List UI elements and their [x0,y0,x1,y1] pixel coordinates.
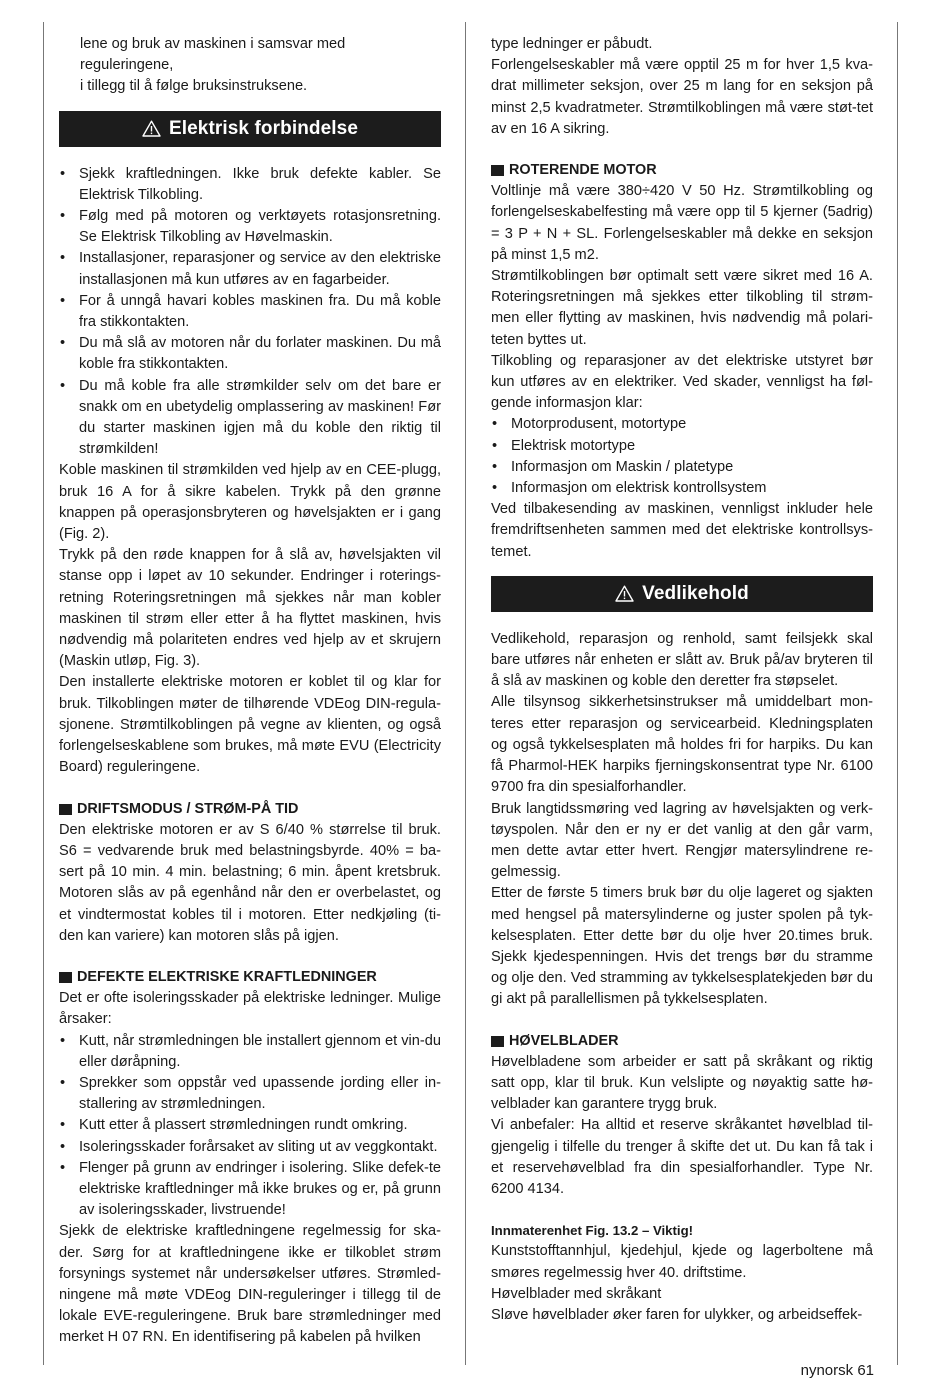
vedlikehold-title: Vedlikehold [642,583,749,605]
paragraph: Koble maskinen til strømkilden ved hjelp av en CEE-plugg, bruk 16 A for å sikre kabelen. Trykk på den grønne knappen på operasjonsbryteren og høvelsjakten er i gang (Fig. 2). [59,462,441,543]
list-item: • Kutt, når strømledningen ble installert gjennom et vin-du eller døråpning. [59,1031,441,1073]
paragraph: Forlengelseskabler må være opptil 25 m for hver 1,5 kva-drat millimeter seksjon, over 25 m lang for en seksjon på minst 2,5 kvadratmeter. Strømtilkoblingen må være støt-tet av en 16 A sikring. [491,57,873,137]
list-item: • Du må slå av motoren når du forlater maskinen. Du må koble fra stikkontakten. [59,333,441,375]
list-item: • Kutt etter å plassert strømledningen rundt omkring. [59,1115,441,1136]
paragraph: Sløve høvelblader øker faren for ulykker, og arbeidseffek- [491,1306,863,1323]
paragraph: Det er ofte isoleringsskader på elektriske ledninger. Mulige årsaker: [59,990,441,1028]
motor-bullet-list [491,414,873,499]
paragraph: Kunststofftannhjul, kjedehjul, kjede og lagerboltene må smøres regelmessig hver 40. driftstime. [491,1243,873,1281]
paragraph: Høvelblader med skråkant [491,1285,662,1302]
motor-title: ROTERENDE MOTOR [509,162,657,179]
elektrisk-bullet-list [59,164,441,461]
hovel-heading [491,1031,873,1052]
list-item: • Sprekker som oppstår ved upassende jording eller in-stallering av strømledningen. [59,1073,441,1115]
list-item: • Følg med på motoren og verktøyets rotasjonsretning. Se Elektrisk Tilkobling av Høvelmaskin. [59,206,441,248]
list-item: • Sjekk kraftledningen. Ikke bruk defekte kabler. Se Elektrisk Tilkobling. [59,164,441,206]
column-divider-left [43,22,44,1365]
black-square-icon [491,165,504,176]
paragraph: Strømtilkoblingen bør optimalt sett være sikret med 16 A. Roteringsretningen må sjekkes etter tilkobling til strøm-men eller flytting av maskinen, hvis nødvendig må polari-teten byttes ut. [491,268,873,348]
right-column [491,34,873,1326]
elektrisk-banner [59,111,441,147]
defekte-heading [59,967,441,988]
defekte-title: DEFEKTE ELEKTRISKE KRAFTLEDNINGER [77,968,377,985]
list-item: • Informasjon om Maskin / platetype [491,457,873,478]
paragraph: Vedlikehold, reparasjon og renhold, samt feilsjekk skal bare utføres når enheten er slått av. Bruk på/av bryteren til å slå av maskinen og koble den deretter fra støpselet. [491,630,873,690]
intro-text [59,34,441,98]
black-square-icon [491,1036,504,1047]
list-item: • Motorprodusent, motortype [491,414,873,435]
paragraph: Tilkobling og reparasjoner av det elektriske utstyret bør kun utføres av en elektriker. Ved skader, vennligst ha føl-gende informasjon klar: [491,352,873,412]
paragraph: Bruk langtidssmøring ved lagring av høvelsjakten og verk-tøyspolen. Når den er ny er det vanlig at den går varm, men dette avtar etter hvert. Rengjør matersylindrene re-gelmessig. [491,800,873,881]
intro-line: lene og bruk av maskinen i samsvar med reguleringene, [80,36,346,74]
list-item: • Du må koble fra alle strømkilder selv om det bare er snakk om en ubetydelig omplassering av maskinen! Før du starter maskinen igjen må du koble den riktig til strømkilden! [59,376,441,461]
list-item: • Installasjoner, reparasjoner og service av den elektriske installasjonen må kun utføres av en fagarbeider. [59,248,441,290]
paragraph: Høvelbladene som arbeider er satt på skråkant og riktig satt opp, klar til bruk. Kun velslipte og nøyaktig satte hø-velblader kan garantere trygg bruk. [491,1053,873,1113]
paragraph: Sjekk de elektriske kraftledningene regelmessig for ska-der. Sørg for at kraftledningene ikke er tilkoblet strøm forsynings systemet når undersøkelser utføres. Strømled-ningene må møte VDEog DIN-reguleringer i tillegg til de lokale EVE-reguleringene. Bruk bare strømledninger med merket H 07 RN. En identifisering på kabelen på hvilken [59,1223,441,1346]
paragraph: type ledninger er påbudt. [491,36,653,52]
motor-heading [491,160,873,181]
paragraph: Den elektriske motoren er av S 6/40 % størrelse til bruk. S6 = vedvarende bruk med belastningsbyrde. 40% = ba-sert på 10 min. 4 min. belastning; 6 min. åpent kretsbruk. Motoren slås av på egenhånd når den er overbelastet, og et vindtermostat kobles til i motoren. Etter nedkjøling (ti-den kan variere) kan motoren slås på igjen. [59,821,441,944]
warning-triangle-icon [615,585,634,602]
paragraph: Trykk på den røde knappen for å slå av, høvelsjakten vil stanse opp i løpet av 10 sekunder. Endringer i roterings-retning Roteringsretningen må sjekkes når man kobler maskinen til strøm eller etter å ha flyttet maskinen, hvis nødvendig må polariteten endres ved hjelp av et skrujern (Maskin utløp, Fig. 3). [59,547,441,670]
page-number: nynorsk 61 [800,1362,874,1379]
column-divider-center [465,22,466,1365]
list-item: • Flenger på grunn av endringer i isolering. Slike defek-te elektriske kraftledninger må ikke brukes og er, på grunn av isoleringsskader, livstruende! [59,1158,441,1222]
hovel-title: HØVELBLADER [509,1032,619,1049]
paragraph: Ved tilbakesending av maskinen, vennligst inkluder hele fremdriftsenheten sammen med det elektriske kontrollsys-temet. [491,501,873,560]
drift-heading [59,799,441,820]
vedlikehold-banner [491,576,873,612]
list-item: • Elektrisk motortype [491,436,873,457]
list-item: • Informasjon om elektrisk kontrollsystem [491,478,873,499]
list-item: • Isoleringsskader forårsaket av sliting ut av veggkontakt. [59,1137,441,1158]
warning-triangle-icon [142,120,161,137]
drift-title: DRIFTSMODUS / STRØM-PÅ TID [77,800,299,817]
elektrisk-title: Elektrisk forbindelse [168,118,358,139]
left-column [59,34,441,1349]
list-item: • For å unngå havari kobles maskinen fra. Du må koble fra stikkontakten. [59,291,441,333]
paragraph: Vi anbefaler: Ha alltid et reserve skråkantet høvelblad til-gjengelig i tilfelle du trenger å skifte det ut. Du kan få tak i et reservehøvelblad fra din spesialforhandler. Type Nr. 6200 4134. [491,1117,873,1197]
paragraph: Alle tilsynsog sikkerhetsinstrukser må umiddelbart mon-teres etter reparasjon og servicearbeid. Kledningsplaten og også tykkelsesplaten må holdes fri for harpiks. Du kan få Pharmol-HEK harpiks fjerningskonsentrat type Nr. 6100 9700 fra din spesialforhandler. [491,694,873,796]
column-divider-right [897,22,898,1365]
intro-line: i tillegg til å følge bruksinstruksene. [80,78,308,95]
innmater-heading: Innmaterenhet Fig. 13.2 – Viktig! [491,1223,694,1239]
defekte-bullet-list [59,1031,441,1222]
paragraph: Voltlinje må være 380÷420 V 50 Hz. Strømtilkobling og forlengelseskabelfesting må være opp til 5 kjerner (5adrig) = 3 P + N + SL. Forlengelseskabler må dekke en seksjon på minst 1,5 m2. [491,183,873,263]
black-square-icon [59,972,72,983]
black-square-icon [59,804,72,815]
paragraph: Den installerte elektriske motoren er koblet til og klar for bruk. Tilkoblingen møter de tilhørende VDEog DIN-regula-sjonene. Strømtilkoblingen på vegne av klienten, og også forlengelseskablene som brukes, må møte EVU (Electricity Board) reguleringene. [59,674,441,776]
paragraph: Etter de første 5 timers bruk bør du olje lageret og sjakten med hengsel på matersylinderne og juster spolen på tyk-kelsesplaten. Etter dette bør du olje hver 20.times bruk. Sjekk kjedespenningen. Hvis det trengs bør du stramme og olje den. Ved stramming av tykkelsesplatekjeden bør du gi akt på parallellismen på tykkelsesplaten. [491,885,873,1008]
